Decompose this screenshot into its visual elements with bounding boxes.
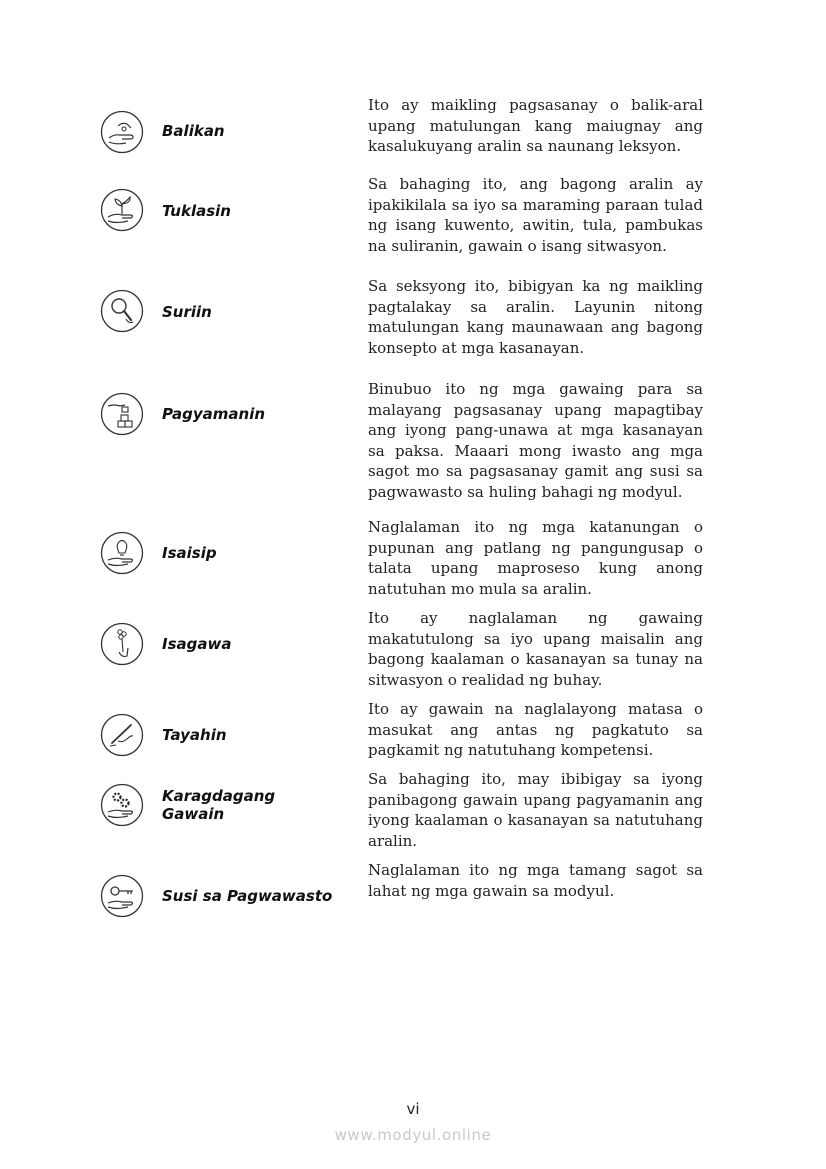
section-title: Susi sa Pagwawasto: [162, 887, 333, 905]
section-title: Isagawa: [162, 635, 232, 653]
stacking-blocks-icon: [100, 392, 144, 436]
pen-hand-icon: [100, 713, 144, 757]
section-description: Ito ay gawain na naglalayong matasa o masukat ang antas ng pagkatuto sa pagkamit ng natutuhang kompetensi.: [368, 700, 703, 760]
section-title: Tayahin: [162, 726, 227, 744]
page-number: vi: [406, 1100, 420, 1118]
section-title: Suriin: [162, 303, 212, 321]
section-title: Pagyamanin: [162, 405, 266, 423]
hand-reaching-icon: [100, 110, 144, 154]
section-description: Sa bahaging ito, may ibibigay sa iyong panibagong gawain upang pagyamanin ang iyong kaalaman o kasanayan sa natutuhang aralin.: [368, 770, 703, 850]
section-description: Naglalaman ito ng mga katanungan o pupunan ang patlang ng pangungusap o talata upang maproseso kung anong natutuhan mo mula sa aralin.: [368, 518, 703, 598]
section-description: Sa seksyong ito, bibigyan ka ng maikling pagtalakay sa aralin. Layunin nitong matulungan kang maunawaan ang bagong konsepto at mga kasanayan.: [368, 277, 703, 357]
section-description: Ito ay maikling pagsasanay o balik-aral upang matulungan kang maiugnay ang kasalukuyang aralin sa naunang leksyon.: [368, 96, 703, 156]
gears-hand-icon: [100, 783, 144, 827]
section-title: Balikan: [162, 122, 225, 140]
section-description: Ito ay naglalaman ng gawaing makatutulong sa iyo upang maisalin ang bagong kaalaman o kasanayan sa tunay na sitwasyon o realidad ng buhay.: [368, 609, 703, 689]
section-description: Sa bahaging ito, ang bagong aralin ay ipakikilala sa iyo sa maraming paraan tulad ng isang kuwento, awitin, tula, pambukas na suliranin, gawain o isang sitwasyon.: [368, 175, 703, 255]
section-title: Karagdagang Gawain: [162, 787, 276, 823]
flower-hand-icon: [100, 622, 144, 666]
key-hand-icon: [100, 874, 144, 918]
lightbulb-hand-icon: [100, 531, 144, 575]
section-description: Naglalaman ito ng mga tamang sagot sa lahat ng mga gawain sa modyul.: [368, 861, 703, 900]
watermark: www.modyul.online: [334, 1126, 492, 1144]
magnifying-glass-icon: [100, 289, 144, 333]
section-title: Isaisip: [162, 544, 217, 562]
section-title: Tuklasin: [162, 202, 231, 220]
section-description: Binubuo ito ng mga gawaing para sa malayang pagsasanay upang mapagtibay ang iyong pang-unawa at mga kasanayan sa paksa. Maaari mong iwasto ang mga sagot mo sa pagsasanay gamit ang susi sa pagwawasto sa huling bahagi ng modyul.: [368, 380, 703, 501]
seedling-hand-icon: [100, 188, 144, 232]
